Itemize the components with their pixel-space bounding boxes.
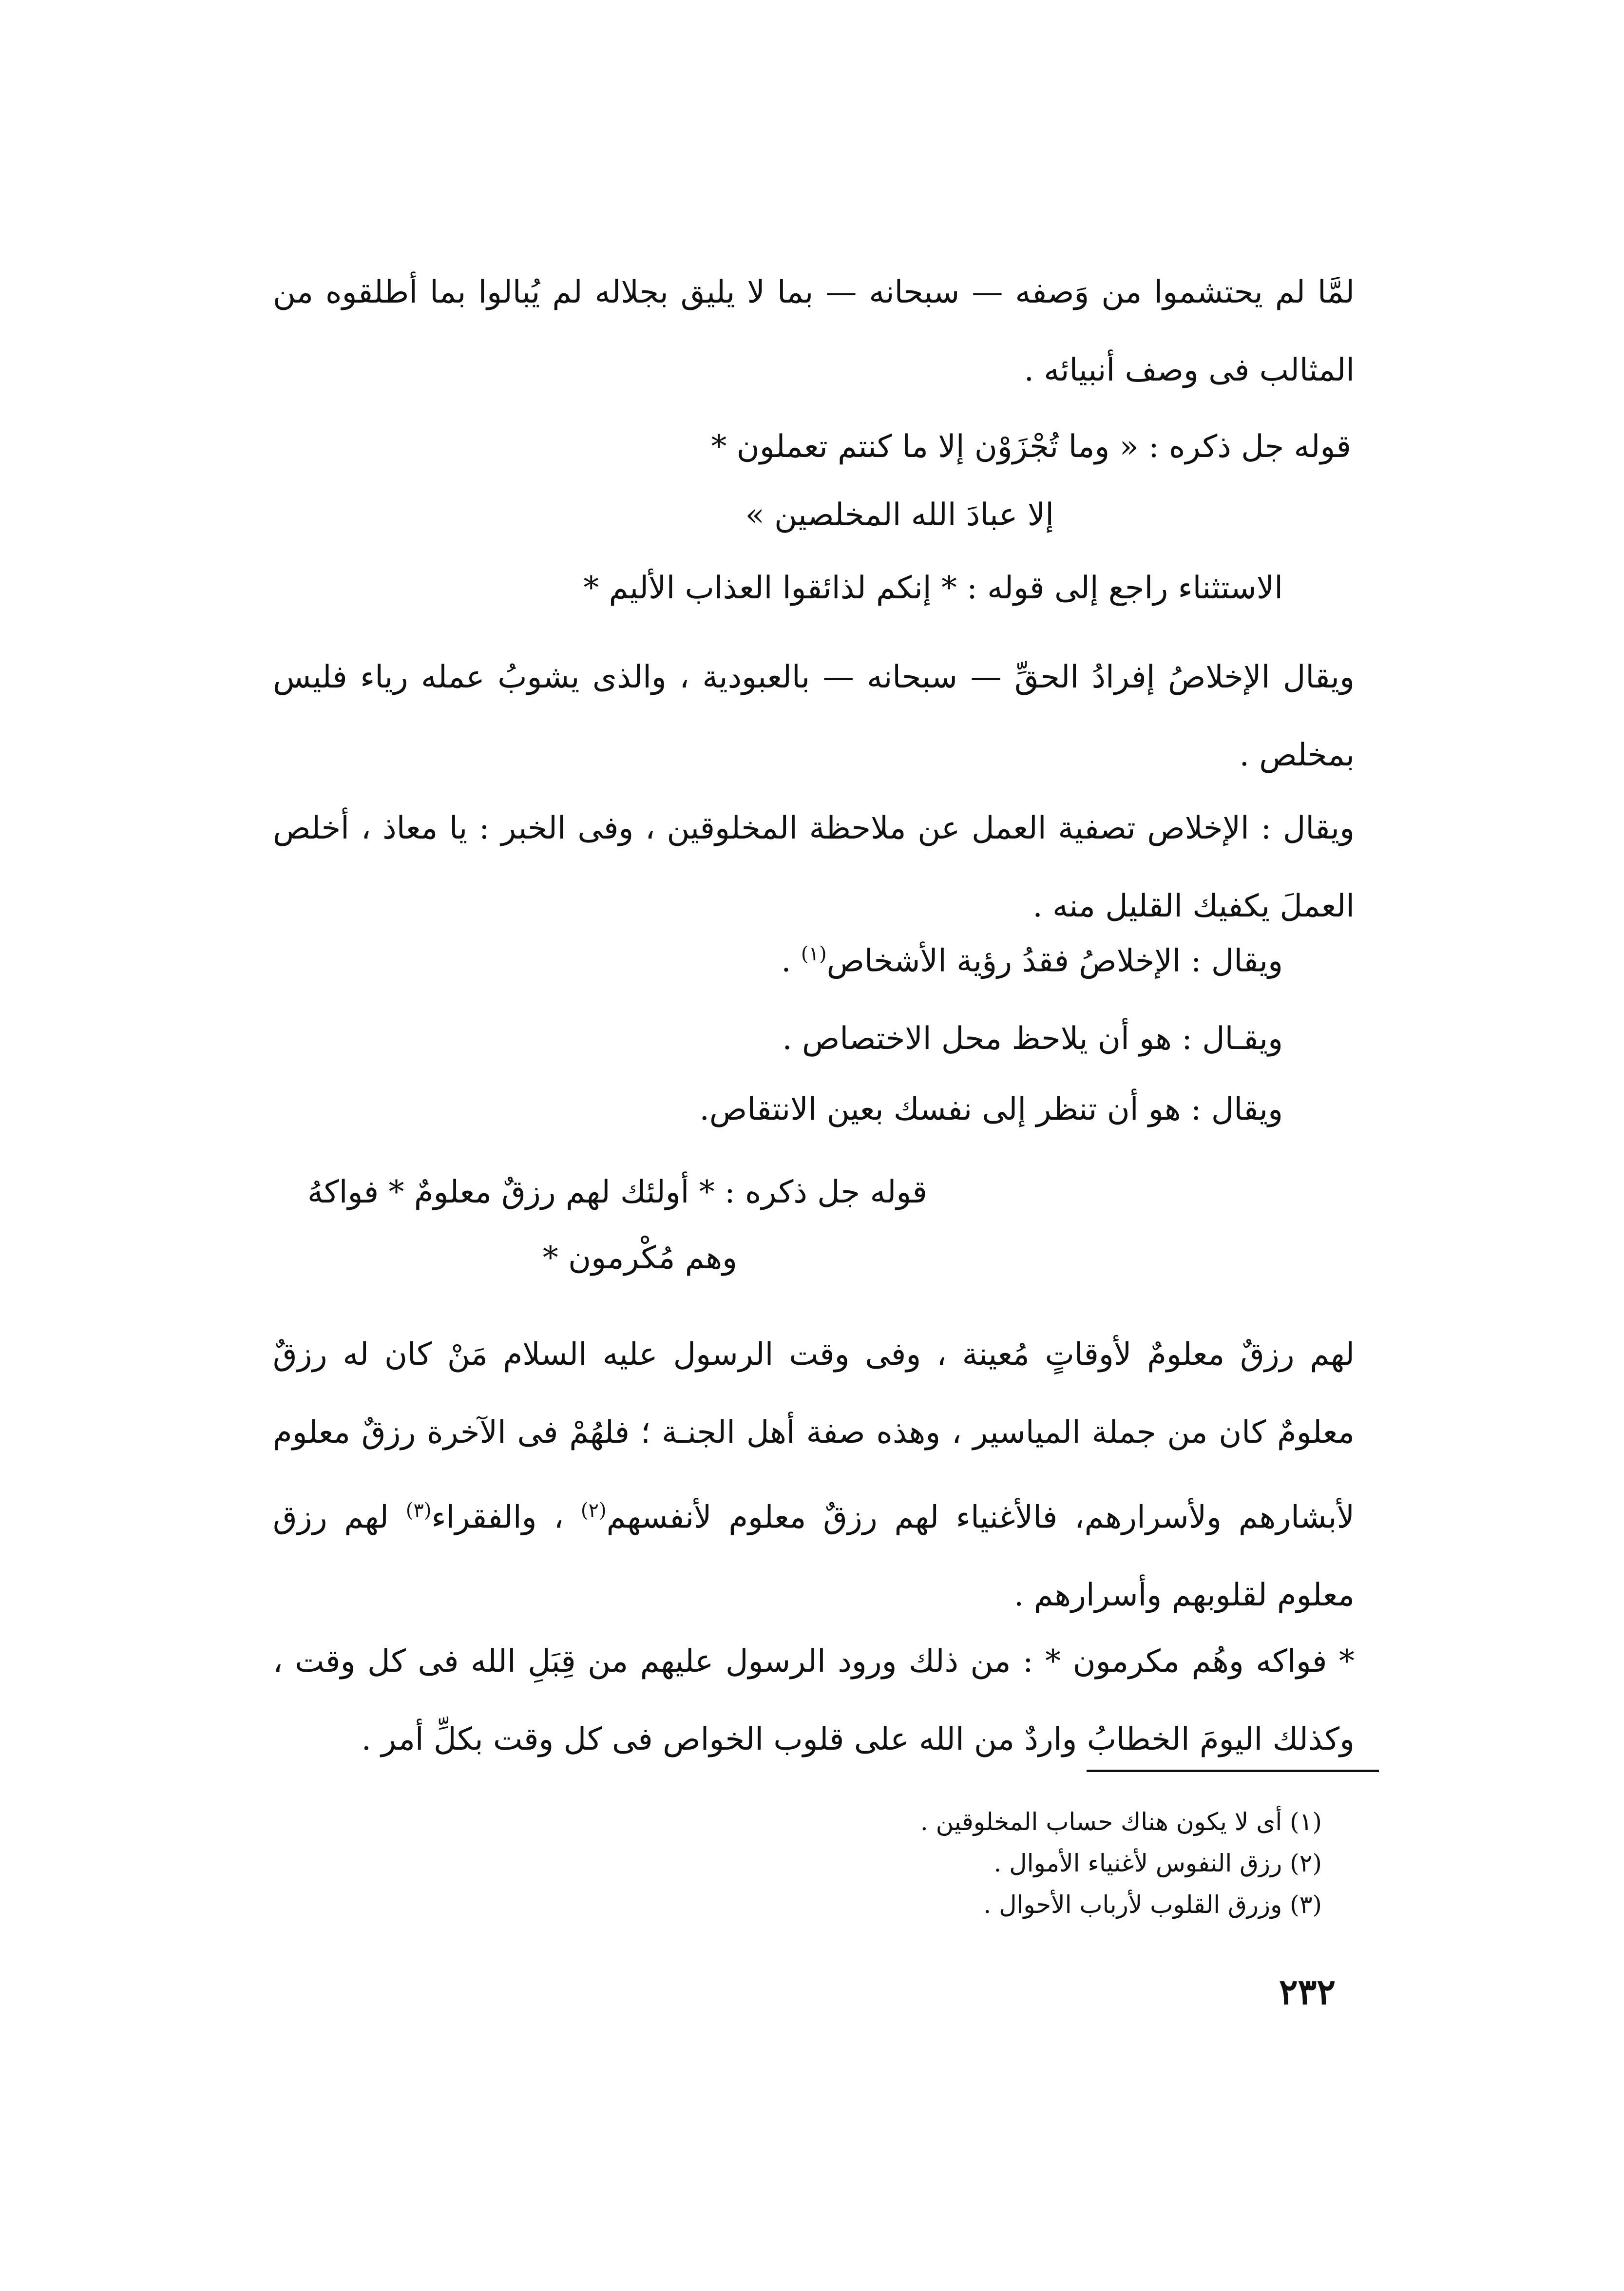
paragraph-ikhlas-5: ويقال : هو أن تنظر إلى نفسك بعين الانتقاص.	[699, 1091, 1283, 1127]
paragraph-ikhlas-3: ويقال : الإخلاصُ فقدُ رؤية الأشخاص$^{(١)}$ .	[781, 943, 1283, 979]
footnote-3: (٣) وزرق القلوب لأرباب الأحوال .	[983, 1890, 1322, 1919]
footnote-separator	[1087, 1770, 1379, 1772]
paragraph-rizq: لهم رزقٌ معلومٌ لأوقاتٍ مُعينة ، وفى وقت الرسول عليه السلام مَنْ كان له رزقٌ معلومٌ كان من جملة المياسير ، وهذه صفة أهل الجنـة ؛ فلهُمْ فى الآخرة رزقٌ معلوم لأبشارهم ولأسرارهم، فالأغنياء لهم رزقٌ معلوم لأنفسهم$^{(٢)}$ ، والفقراء$^{(٣)}$ لهم رزق معلوم لقلوبهم وأسرارهم .	[273, 1336, 1355, 1614]
footnote-mark-3: (٣)	[405, 1499, 432, 1522]
paragraph-exception: الاستثناء راجع إلى قوله : * إنكم لذائقوا العذاب الأليم *	[583, 570, 1283, 606]
footnote-mark-1: (١)	[801, 943, 827, 965]
paragraph-ikhlas-2: ويقال : الإخلاص تصفية العمل عن ملاحظة المخلوقين ، وفى الخبر : يا معاذ ، أخلص العملَ يكفيك القليل منه .	[273, 810, 1355, 924]
paragraph-intro: لمَّا لم يحتشموا من وَصفه — سبحانه — بما لا يليق بجلاله لم يُبالوا بما أطلقوه من المثالب فى وصف أنبيائه .	[273, 274, 1355, 388]
paragraph-ikhlas-4: ويقـال : هو أن يلاحظ محل الاختصاص .	[782, 1021, 1283, 1057]
footnote-1: (١) أى لا يكون هناك حساب المخلوقين .	[920, 1808, 1322, 1836]
verse-heading-1-cont: إلا عبادَ الله المخلصين »	[745, 497, 1054, 533]
verse-heading-2: قوله جل ذكره : * أولئك لهم رزقٌ معلومٌ * فواكهُ	[307, 1174, 927, 1210]
paragraph-ikhlas-1: ويقال الإخلاصُ إفرادُ الحقِّ — سبحانه — بالعبودية ، والذى يشوبُ عمله رياء فليس بمخلص .	[273, 659, 1355, 773]
verse-heading-2-cont: وهم مُكْرمون *	[542, 1240, 737, 1276]
verse-heading-1: قوله جل ذكره : « وما تُجْزَوْن إلا ما كنتم تعملون *	[711, 429, 1351, 465]
paragraph-fawakih: * فواكه وهُم مكرمون * : من ذلك ورود الرسول عليهم من قِبَلِ الله فى كل وقت ، وكذلك اليومَ الخطابُ واردٌ من الله على قلوب الخواص فى كل وقت بكلِّ أمر .	[273, 1643, 1355, 1757]
footnote-2: (٢) رزق النفوس لأغنياء الأموال .	[994, 1849, 1322, 1877]
page-number: ٢٣٢	[1279, 1971, 1336, 2012]
footnote-mark-2: (٢)	[580, 1499, 607, 1522]
